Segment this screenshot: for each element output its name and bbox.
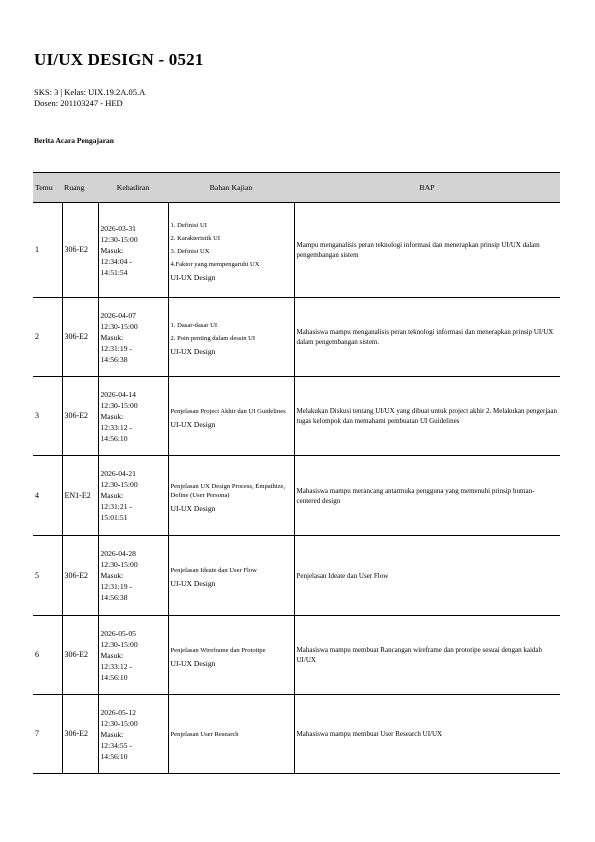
dosen-line: Dosen: 201103247 - HED: [34, 98, 123, 108]
header-ruang: Ruang: [62, 173, 98, 203]
bap-table: [33, 172, 560, 774]
table-body: [33, 203, 560, 774]
kehadiran-line: 12:33:12 -: [100, 661, 132, 671]
kehadiran-line: 2026-04-14: [100, 389, 136, 399]
cell-bap: Mahasiswa mampu menganalisis peran teknologi informasi dan menerapkan prinsip UI/UX dalam pengembangan sistem.: [294, 298, 560, 377]
cell-temu: 7: [33, 695, 62, 774]
cell-bahan-kajian: [168, 695, 294, 774]
cell-kehadiran: [98, 298, 168, 377]
cell-temu: 2: [33, 298, 62, 377]
cell-temu: 6: [33, 616, 62, 695]
table-row: [33, 456, 560, 536]
cell-bahan-kajian: [168, 536, 294, 616]
header-bahan-kajian: Bahan Kajian: [168, 173, 294, 203]
kajian-course-tag: UI-UX Design: [170, 419, 216, 429]
cell-bap: Mampu menganalisis peran teknologi informasi dan menerapkan prinsip UI/UX dalam pengembangan sistem: [294, 203, 560, 298]
cell-bap: Mahasiswa mampu merancang antarmuka pengguna yang memenuhi prinsip human-centered design: [294, 456, 560, 536]
kehadiran-line: 12:31:21 -: [100, 502, 132, 511]
cell-temu: 5: [33, 536, 62, 616]
kehadiran-line: 14:56:10: [100, 433, 128, 443]
kehadiran-line: Masuk:: [100, 729, 124, 739]
kajian-item: 4.Faktor yang mempengaruhi UX: [170, 261, 260, 268]
kehadiran-line: 12:30-15:00: [100, 639, 138, 649]
cell-temu: 3: [33, 377, 62, 456]
kehadiran-line: 2026-05-12: [100, 707, 136, 717]
kehadiran-line: 12:30-15:00: [100, 560, 138, 569]
kehadiran-line: 2026-04-28: [100, 549, 136, 558]
kehadiran-line: 2026-04-07: [100, 310, 136, 320]
kehadiran-line: 12:34:55 -: [100, 740, 132, 750]
kajian-item: 2. Poin penting dalam dessin UI: [170, 335, 256, 342]
kajian-item: 2. Karakteristik UI: [170, 235, 221, 242]
kehadiran-line: 15:01:51: [100, 513, 128, 522]
cell-bahan-kajian: [168, 298, 294, 377]
cell-kehadiran: [98, 695, 168, 774]
cell-temu: 4: [33, 456, 62, 536]
kehadiran-line: Masuk:: [100, 650, 124, 660]
kajian-course-tag: UI-UX Design: [170, 579, 216, 588]
table-row: [33, 298, 560, 377]
kehadiran-line: 14:56:10: [100, 751, 128, 761]
cell-bahan-kajian: [168, 377, 294, 456]
kajian-item: Penjelasan Ideate dan User Flow: [170, 567, 257, 574]
kehadiran-line: 2026-03-31: [100, 223, 136, 233]
cell-ruang: 306-E2: [62, 377, 98, 456]
cell-ruang: 306-E2: [62, 203, 98, 298]
header-kehadiran: Kehadiran: [98, 173, 168, 203]
kajian-item: Penjelasan User Research: [170, 730, 239, 738]
cell-ruang: 306-E2: [62, 616, 98, 695]
header-temu: Temu: [33, 173, 62, 203]
cell-kehadiran: [98, 616, 168, 695]
kehadiran-line: Masuk:: [100, 491, 124, 500]
kehadiran-line: 14:56:38: [100, 354, 128, 364]
section-title: Berita Acara Pengajaran: [34, 136, 114, 145]
cell-ruang: EN1-E2: [62, 456, 98, 536]
kajian-item: Penjelasan UX Design Process, Empathize, Define (User Persona): [170, 482, 286, 499]
cell-bap: Mahasiswa mampu membuat Rancangan wireframe dan prototipe sesuai dengan kaidah UI/UX: [294, 616, 560, 695]
kehadiran-line: 12:30-15:00: [100, 321, 138, 331]
cell-bahan-kajian: [168, 616, 294, 695]
kehadiran-line: Masuk:: [100, 571, 124, 580]
kehadiran-line: 12:30-15:00: [100, 718, 138, 728]
cell-ruang: 306-E2: [62, 298, 98, 377]
cell-bap: Melakukan Diskusi tentang UI/UX yang dibuat untuk project akhir 2. Melakukan pengerjaan tugas kelompok dan memahami pembuatan UI Guidelines: [294, 377, 560, 456]
kehadiran-line: 12:30-15:00: [100, 400, 138, 410]
kehadiran-line: Masuk:: [100, 411, 124, 421]
kehadiran-line: 12:34:04 -: [100, 256, 132, 266]
cell-kehadiran: [98, 203, 168, 298]
header-bap: BAP: [294, 173, 560, 203]
kehadiran-line: 12:31:19 -: [100, 343, 132, 353]
kehadiran-line: 14:56:38: [100, 593, 128, 602]
kehadiran-line: 14:56:10: [100, 672, 128, 682]
kehadiran-line: Masuk:: [100, 332, 124, 342]
cell-bahan-kajian: [168, 203, 294, 298]
cell-bap: Penjelasan Ideate dan User Flow: [294, 536, 560, 616]
cell-kehadiran: [98, 456, 168, 536]
table-row: [33, 695, 560, 774]
cell-ruang: 306-E2: [62, 695, 98, 774]
kehadiran-line: 12:33:12 -: [100, 422, 132, 432]
table-row: [33, 203, 560, 298]
kehadiran-line: 2026-05-05: [100, 628, 136, 638]
kajian-item: Penjelasan Wireframe dan Prototipe: [170, 646, 266, 654]
kajian-item: Penjelasan Project Akhir dan UI Guidelines: [170, 407, 286, 415]
table-row: [33, 536, 560, 616]
kajian-item: 1. Definisi UI: [170, 222, 207, 229]
kajian-course-tag: UI-UX Design: [170, 658, 216, 668]
kehadiran-line: 2026-04-21: [100, 469, 136, 478]
table-header-row: [33, 173, 560, 203]
kehadiran-line: 14:51:54: [100, 267, 128, 277]
kehadiran-line: Masuk:: [100, 245, 124, 255]
kajian-course-tag: UI-UX Design: [170, 503, 216, 513]
cell-temu: 1: [33, 203, 62, 298]
kajian-course-tag: UI-UX Design: [170, 273, 216, 282]
sks-kelas-line: SKS: 3 | Kelas: UIX.19.2A.05.A: [34, 87, 146, 97]
kajian-item: 1. Dasar-dasar UI: [170, 322, 218, 329]
kajian-item: 3. Definisi UX: [170, 248, 210, 255]
kehadiran-line: 12:31:19 -: [100, 582, 132, 591]
kajian-course-tag: UI-UX Design: [170, 347, 216, 356]
table-row: [33, 377, 560, 456]
cell-kehadiran: [98, 377, 168, 456]
kehadiran-line: 12:30-15:00: [100, 480, 138, 489]
cell-kehadiran: [98, 536, 168, 616]
cell-ruang: 306-E2: [62, 536, 98, 616]
kehadiran-line: 12:30-15:00: [100, 234, 138, 244]
table-row: [33, 616, 560, 695]
cell-bahan-kajian: [168, 456, 294, 536]
page-title: UI/UX DESIGN - 0521: [34, 50, 204, 69]
cell-bap: Mahasiswa mampu membuat User Research UI/UX: [294, 695, 560, 774]
